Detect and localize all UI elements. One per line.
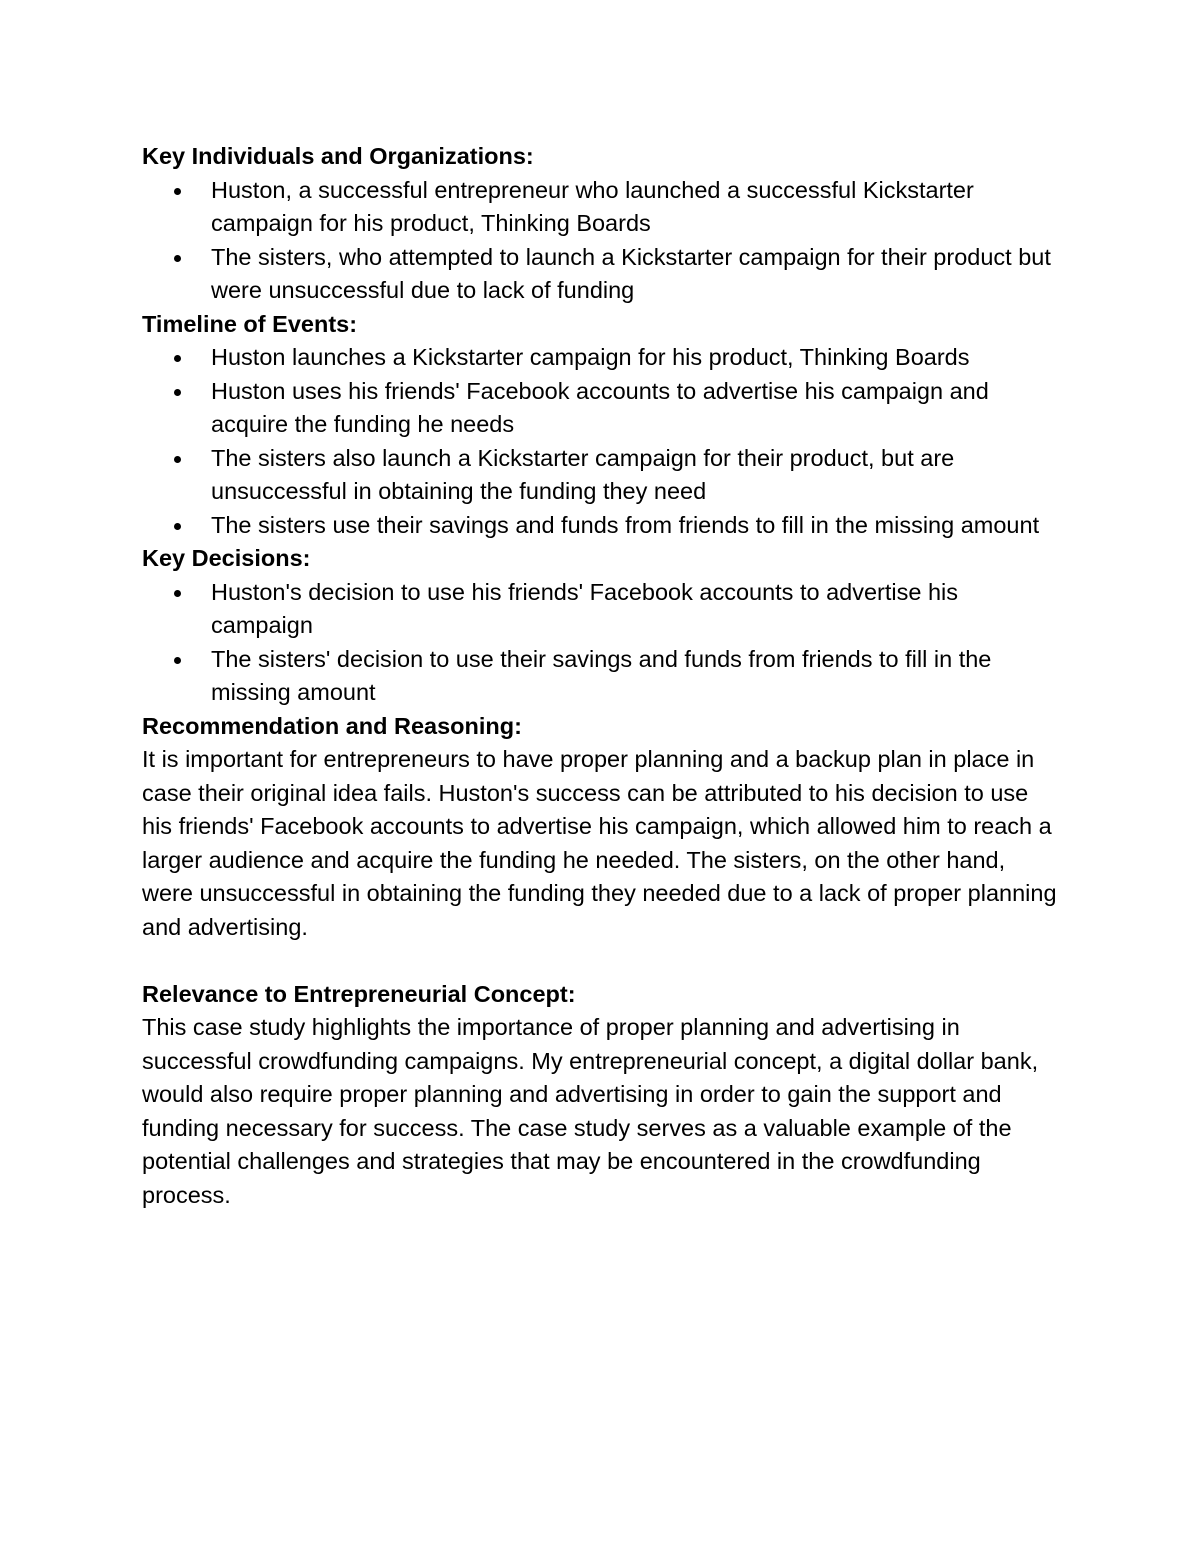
list-item-text: The sisters also launch a Kickstarter campaign for their product, but are unsuccessful in obtaining the funding they need (211, 444, 955, 504)
list-item (142, 241, 1060, 308)
bullet-icon (174, 523, 181, 530)
list-item-text: Huston's decision to use his friends' Facebook accounts to advertise his campaign (211, 578, 959, 638)
list-item-text: Huston, a successful entrepreneur who launched a successful Kickstarter campaign for his product, Thinking Boards (211, 176, 974, 236)
list-item (142, 643, 1060, 710)
section-heading-relevance: Relevance to Entrepreneurial Concept: (142, 980, 576, 1007)
timeline-list (142, 341, 1060, 542)
bullet-icon (174, 590, 181, 597)
list-item-text: The sisters, who attempted to launch a Kickstarter campaign for their product but were unsuccessful due to lack of funding (211, 243, 1051, 303)
list-item (142, 442, 1060, 509)
bullet-icon (174, 188, 181, 195)
section-heading-key-decisions: Key Decisions: (142, 545, 311, 571)
section-heading-timeline: Timeline of Events: (142, 310, 358, 337)
list-item (142, 174, 1060, 241)
list-item-text: Huston launches a Kickstarter campaign for his product, Thinking Boards (211, 344, 970, 370)
key-decisions-list (142, 576, 1060, 710)
list-item (142, 509, 1060, 543)
bullet-icon (174, 355, 181, 362)
list-item (142, 375, 1060, 442)
relevance-paragraph: This case study highlights the importance of proper planning and advertising in successful crowdfunding campaigns. My entrepreneurial concept, a digital dollar bank, would also require proper planning and advertising in order to gain the support and funding necessary for success. The case study serves as a valuable example of the potential challenges and strategies that may be encountered in the crowdfunding process. (142, 1014, 1039, 1208)
bullet-icon (174, 657, 181, 664)
recommendation-paragraph: It is important for entrepreneurs to have proper planning and a backup plan in place in case their original idea fails. Huston's success can be attributed to his decision to use his friends' Facebook accounts to advertise his campaign, which allowed him to reach a larger audience and acquire the funding he needed. The sisters, on the other hand, were unsuccessful in obtaining the funding they needed due to a lack of proper planning and advertising. (142, 746, 1057, 940)
list-item-text: The sisters' decision to use their savings and funds from friends to fill in the missing amount (211, 645, 992, 705)
list-item-text: The sisters use their savings and funds from friends to fill in the missing amount (211, 511, 1040, 538)
list-item (142, 576, 1060, 643)
list-item-text: Huston uses his friends' Facebook accounts to advertise his campaign and acquire the funding he needs (211, 377, 989, 437)
key-individuals-list (142, 174, 1060, 308)
list-item (142, 341, 1060, 375)
bullet-icon (174, 255, 181, 262)
bullet-icon (174, 389, 181, 396)
section-heading-recommendation: Recommendation and Reasoning: (142, 712, 522, 739)
section-heading-key-individuals: Key Individuals and Organizations: (142, 143, 534, 169)
bullet-icon (174, 456, 181, 463)
